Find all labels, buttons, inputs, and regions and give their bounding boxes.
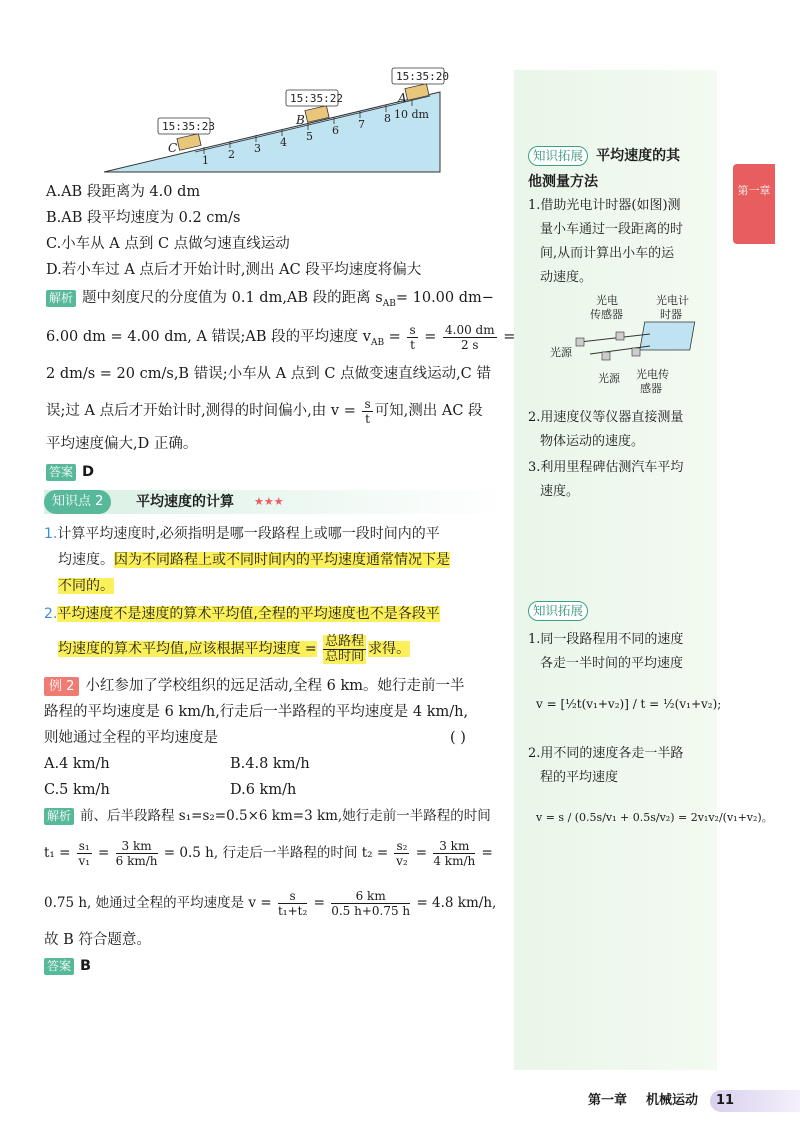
footer-chapter: 第一章: [588, 1093, 628, 1108]
label-sensor-bottom: 光电传: [636, 368, 669, 381]
footer-title: 机械运动: [646, 1093, 699, 1108]
ext-item: 物体运动的速度。: [540, 434, 645, 449]
answer-tag: 答案: [44, 958, 74, 975]
analysis-line: 故 B 符合题意。: [44, 932, 151, 948]
answer-line: 答案 D: [46, 462, 94, 482]
ext-tag: 知识拓展: [528, 146, 588, 166]
page-number: 11: [716, 1093, 735, 1108]
ruler-num: 6: [332, 124, 339, 137]
kp-stars: ★★★: [254, 495, 284, 508]
ruler-num: 7: [358, 118, 365, 131]
ext-item: 1.同一段路程用不同的速度: [528, 632, 684, 647]
label-source-bottom: 光源: [598, 372, 620, 385]
option-b: B.AB 段平均速度为 0.2 cm/s: [46, 210, 241, 226]
ext-formula: v = [½t(v₁+v₂)] / t = ½(v₁+v₂);: [536, 697, 722, 711]
analysis-line: t₁ = $\frac{\text{s₁}}{\text{v₁}}$ = $\frac{3 km}{6 km/h}$ = 0.5 h, 行走后一半路程的时间 t₂ = $\frac{\text{s₂}}{\text{v₂}}$ = $\frac{3 km}{4 km/h}$ =: [44, 839, 493, 868]
option-d: D.6 km/h: [230, 782, 297, 798]
label-sensor-top: 光电: [596, 294, 618, 307]
ext-header: [528, 600, 588, 624]
ext-item: 3.利用里程碑估测汽车平均: [528, 460, 684, 475]
ext-item: 速度。: [540, 484, 580, 499]
analysis-line: 6.00 dm = 4.00 dm, A 错误;AB 段的平均速度 $v_{AB}$ = $\frac{s}{t}$ = $\frac{4.00 dm}{2 s}$ =: [46, 322, 516, 352]
footer: [560, 1090, 800, 1112]
ext-item: 2.用速度仪等仪器直接测量: [528, 410, 684, 425]
analysis-tag: 解析: [44, 808, 74, 825]
kp-item2: 均速度的算术平均值,应该根据平均速度 = $\frac{\text{总路程}}{\text{总时间}}$ 求得。: [58, 633, 411, 664]
analysis-line: 2 dm/s = 20 cm/s,B 错误;小车从 A 点到 C 点做变速直线运动,C 错: [46, 366, 491, 382]
point-b: B: [296, 113, 305, 127]
ext-tag: 知识拓展: [528, 601, 588, 621]
label-timer2: 时器: [660, 308, 682, 321]
option-a: A.4 km/h: [44, 756, 110, 772]
photo-timer-diagram: [540, 292, 710, 402]
ext-item: 各走一半时间的平均速度: [540, 656, 684, 671]
label-sensor-bottom2: 感器: [640, 382, 662, 395]
ext-item: 程的平均速度: [540, 770, 619, 785]
ext-item: 间,从而计算出小车的运: [540, 246, 675, 261]
incline-figure: [100, 60, 460, 180]
option-a: A.AB 段距离为 4.0 dm: [46, 184, 201, 200]
ext-item: 2.用不同的速度各走一半路: [528, 746, 684, 761]
kp-item1: 1.计算平均速度时,必须指明是哪一段路程上或哪一段时间内的平: [44, 526, 440, 542]
ext-item: 动速度。: [540, 270, 593, 285]
ext-item: 量小车通过一段距离的时: [540, 222, 684, 237]
analysis-line: 平均速度偏大,D 正确。: [46, 436, 198, 452]
option-c: C.5 km/h: [44, 782, 110, 798]
kp-item1: 不同的。: [58, 578, 114, 594]
answer-tag: 答案: [46, 464, 76, 481]
ext-title: 他测量方法: [528, 174, 598, 190]
ruler-num: 10 dm: [394, 108, 429, 121]
label-sensor-top2: 传感器: [590, 308, 623, 321]
ruler-num: 8: [384, 112, 391, 125]
kp-title: 平均速度的计算: [136, 494, 234, 510]
point-a: A: [398, 91, 407, 105]
kp-item2: 2.平均速度不是速度的算术平均值,全程的平均速度也不是各段平: [44, 606, 440, 622]
example-line: 例 2 小红参加了学校组织的远足活动,全程 6 km。她行走前一半: [44, 676, 465, 696]
ext-formula: v = s / (0.5s/v₁ + 0.5s/v₂) = 2v₁v₂/(v₁+v₂)。: [536, 811, 773, 824]
kp-header: [44, 490, 510, 514]
option-c: C.小车从 A 点到 C 点做匀速直线运动: [46, 236, 290, 252]
ruler-num: 4: [280, 136, 287, 149]
clock-c: 15:35:23: [162, 120, 215, 133]
label-source-left: 光源: [550, 346, 572, 359]
example-line: 路程的平均速度是 6 km/h,行走后一半路程的平均速度是 4 km/h,: [44, 704, 469, 720]
ruler-num: 3: [254, 142, 261, 155]
example-line: 则她通过全程的平均速度是: [44, 730, 218, 746]
analysis-line: 误;过 A 点后才开始计时,测得的时间偏小,由 v = $\frac{s}{t}$ 可知,测出 AC 段: [46, 396, 483, 426]
ruler-num: 2: [228, 148, 235, 161]
ext-item: 1.借助光电计时器(如图)测: [528, 198, 681, 213]
option-d: D.若小车过 A 点后才开始计时,测出 AC 段平均速度将偏大: [46, 262, 422, 278]
analysis-line: 解析 前、后半段路程 s₁=s₂=0.5×6 km=3 km,她行走前一半路程的时间: [44, 806, 491, 826]
analysis-line: 0.75 h, 她通过全程的平均速度是 v = $\frac{s}{\text{t₁+t₂}}$ = $\frac{6 km}{0.5 h+0.75 h}$ = 4.8 km/h,: [44, 889, 497, 918]
clock-b: 15:35:22: [290, 92, 343, 105]
answer-line: 答案 B: [44, 956, 91, 976]
kp-label: 知识点 2: [44, 490, 111, 514]
chapter-tab: 第一章: [733, 164, 775, 244]
clock-a: 15:35:20: [396, 70, 449, 83]
label-timer: 光电计: [656, 294, 689, 307]
answer-bracket: ( ): [450, 730, 466, 746]
example-tag: 例 2: [44, 677, 79, 696]
ruler-num: 1: [202, 154, 209, 167]
analysis-line: 解析 题中刻度尺的分度值为 0.1 dm,AB 段的距离 $s_{AB}= 10.00$ dm−: [46, 288, 494, 314]
point-c: C: [168, 141, 178, 155]
option-b: B.4.8 km/h: [230, 756, 310, 772]
ext-header: 知识拓展 平均速度的其: [528, 144, 680, 169]
kp-item1: 均速度。因为不同路程上或不同时间内的平均速度通常情况下是: [58, 552, 450, 568]
ruler-num: 5: [306, 130, 313, 143]
analysis-tag: 解析: [46, 290, 76, 307]
